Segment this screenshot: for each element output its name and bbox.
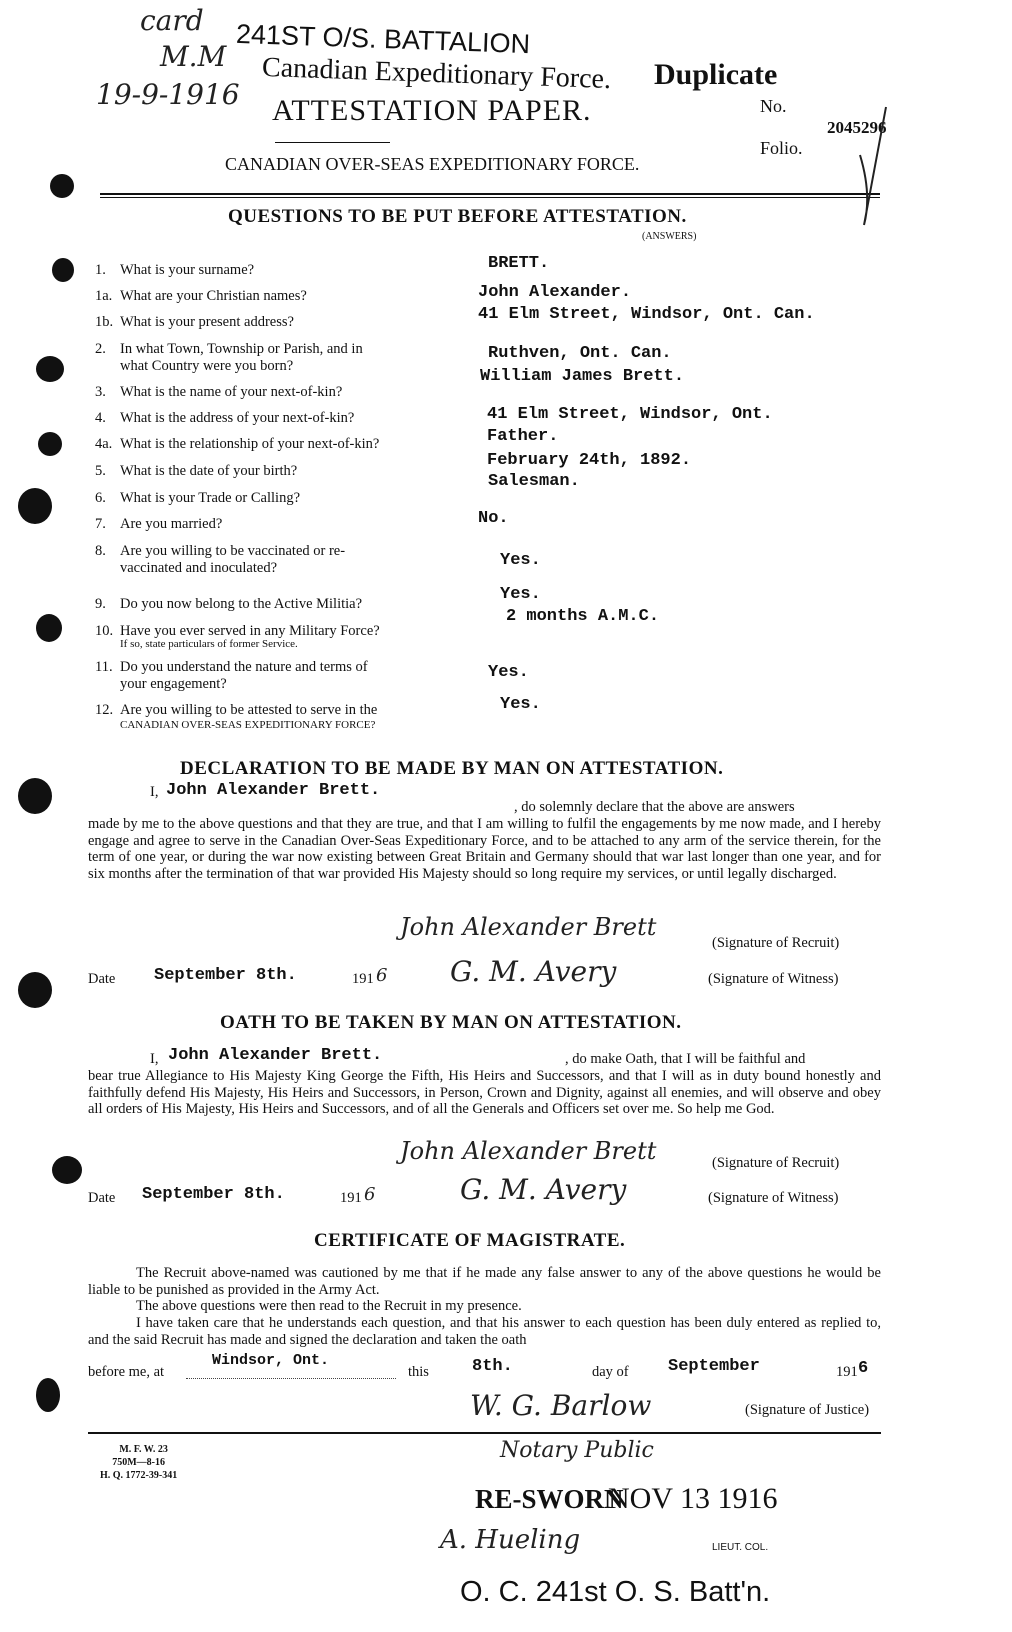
date-label: Date [88, 1190, 116, 1206]
officer-rank: LIEUT. COL. [712, 1542, 769, 1553]
question-text: vaccinated and inoculated? [120, 560, 278, 576]
question-number: 6. [95, 490, 106, 506]
place: Windsor, Ont. [212, 1352, 330, 1369]
form-code: 750M—8-16 [112, 1457, 165, 1468]
punch-hole [36, 1378, 60, 1412]
divider [100, 197, 880, 198]
question-text: If so, state particulars of former Service. [120, 638, 298, 650]
handwritten-note: 19-9-1916 [96, 78, 240, 111]
declaration-heading: DECLARATION TO BE MADE BY MAN ON ATTESTATION. [180, 758, 724, 779]
question-text: What is the date of your birth? [120, 463, 298, 479]
question-text: Are you married? [120, 516, 223, 532]
justice-signature-label: (Signature of Justice) [745, 1402, 870, 1418]
witness-signature: G. M. Avery [450, 955, 617, 988]
declaration-name: John Alexander Brett. [166, 781, 381, 800]
question-answer: Ruthven, Ont. Can. [488, 344, 672, 363]
witness-signature-label: (Signature of Witness) [708, 971, 839, 987]
form-code: H. Q. 1772-39-341 [100, 1470, 178, 1481]
question-answer: BRETT. [488, 254, 550, 273]
question-answer: William James Brett. [480, 367, 685, 386]
before-me-label: before me, at [88, 1364, 165, 1380]
resworn-date: NOV 13 1916 [608, 1482, 778, 1515]
question-number: 3. [95, 384, 106, 400]
question-text: CANADIAN OVER-SEAS EXPEDITIONARY FORCE? [120, 719, 376, 731]
question-number: 8. [95, 543, 106, 559]
certificate-paragraph: I have taken care that he understands each question, and that his answer to each question has been duly entered as replied to, and the said Recruit has made and signed the declaration and taken the oath [88, 1315, 881, 1348]
day: 8th. [472, 1357, 513, 1376]
oath-text-start: , do make Oath, that I will be faithful and [565, 1051, 806, 1067]
punch-hole [18, 778, 52, 814]
check-mark [850, 105, 890, 235]
question-number: 1a. [95, 288, 113, 304]
punch-hole [36, 356, 64, 382]
answers-label: (ANSWERS) [642, 231, 697, 242]
question-answer: Yes. [500, 695, 541, 714]
form-code: M. F. W. 23 [119, 1444, 168, 1455]
year-prefix: 191 [340, 1190, 362, 1206]
question-text: What is your present address? [120, 314, 294, 330]
punch-hole [36, 614, 62, 642]
notary-note: Notary Public [500, 1438, 654, 1463]
question-answer: No. [478, 509, 509, 528]
officer-signature: A. Hueling [440, 1525, 581, 1555]
resworn-stamp: RE-SWORN [475, 1484, 624, 1514]
question-answer: Yes. [500, 551, 541, 570]
punch-hole [18, 488, 52, 524]
officer-unit: O. C. 241st O. S. Batt'n. [460, 1576, 771, 1608]
question-text: What is the address of your next-of-kin? [120, 410, 355, 426]
question-number: 1. [95, 262, 106, 278]
punch-hole [18, 972, 52, 1008]
witness-signature: G. M. Avery [460, 1173, 627, 1206]
question-text: what Country were you born? [120, 358, 294, 374]
handwritten-note: M.M [160, 40, 227, 73]
question-answer: Father. [487, 427, 559, 446]
declaration-text-start: , do solemnly declare that the above are answers [514, 799, 795, 815]
divider [100, 193, 880, 195]
certificate-paragraph: The above questions were then read to the Recruit in my presence. [136, 1298, 522, 1314]
question-answer: Yes. [488, 663, 529, 682]
year-suffix: 6 [364, 1184, 376, 1205]
subtitle: CANADIAN OVER-SEAS EXPEDITIONARY FORCE. [225, 154, 640, 174]
question-text: What is the name of your next-of-kin? [120, 384, 343, 400]
dotted-line [186, 1378, 396, 1379]
question-number: 11. [95, 659, 113, 675]
question-text: In what Town, Township or Parish, and in [120, 341, 363, 357]
year-prefix: 191 [352, 971, 374, 987]
oath-i: I, [150, 1051, 159, 1067]
declaration-i: I, [150, 784, 159, 800]
question-text: What is your Trade or Calling? [120, 490, 301, 506]
this-label: this [408, 1364, 429, 1380]
question-number: 7. [95, 516, 106, 532]
question-number: 4. [95, 410, 106, 426]
day-of-label: day of [592, 1364, 629, 1380]
handwritten-note: card [140, 4, 204, 37]
recruit-signature: John Alexander Brett [400, 1137, 657, 1165]
question-text: What is your surname? [120, 262, 255, 278]
question-answer: 2 months A.M.C. [506, 607, 660, 626]
punch-hole [50, 174, 74, 198]
declaration-text: made by me to the above questions and that they are true, and that I am willing to fulfil the engagements by me now made, and I hereby engage and agree to serve in the Canadian Over-Seas Expeditionary Force, and to be attached to any arm of the service therein, for the term of one year, or during the war now existing between Great Britain and Germany should that war last longer than one year, and for six months after the termination of that war provided His Majesty should so long require my services, or until legally discharged. [88, 816, 881, 882]
divider [275, 142, 390, 143]
question-text: Do you understand the nature and terms of [120, 659, 368, 675]
oath-date: September 8th. [142, 1185, 285, 1204]
question-number: 10. [95, 623, 114, 639]
oath-heading: OATH TO BE TAKEN BY MAN ON ATTESTATION. [220, 1012, 682, 1033]
question-number: 5. [95, 463, 106, 479]
month: September [668, 1357, 760, 1376]
folio-label: Folio. [760, 138, 803, 158]
regimental-number: 2045296 [827, 118, 887, 137]
justice-signature: W. G. Barlow [470, 1389, 652, 1422]
no-label: No. [760, 96, 787, 116]
question-text: your engagement? [120, 676, 227, 692]
question-number: 1b. [95, 314, 114, 330]
question-answer: 41 Elm Street, Windsor, Ont. [487, 405, 773, 424]
date-label: Date [88, 971, 116, 987]
divider [88, 1432, 881, 1434]
questions-heading: QUESTIONS TO BE PUT BEFORE ATTESTATION. [228, 206, 687, 227]
recruit-signature: John Alexander Brett [400, 913, 657, 941]
question-text: Do you now belong to the Active Militia? [120, 596, 363, 612]
punch-hole [38, 432, 62, 456]
question-text: Have you ever served in any Military Force? [120, 623, 380, 639]
certificate-heading: CERTIFICATE OF MAGISTRATE. [314, 1230, 626, 1251]
witness-signature-label: (Signature of Witness) [708, 1190, 839, 1206]
force-stamp: Canadian Expeditionary Force. [261, 51, 612, 96]
recruit-signature-label: (Signature of Recruit) [712, 1155, 840, 1171]
punch-hole [52, 1156, 82, 1184]
question-number: 9. [95, 596, 106, 612]
question-number: 12. [95, 702, 114, 718]
year-suffix: 6 [858, 1359, 869, 1378]
question-number: 2. [95, 341, 106, 357]
oath-name: John Alexander Brett. [168, 1046, 383, 1065]
certificate-paragraph: The Recruit above-named was cautioned by me that if he made any false answer to any of the above questions he would be liable to be punished as provided in the Army Act. [88, 1265, 881, 1298]
year-prefix: 191 [836, 1364, 858, 1380]
battalion-stamp: 241ST O/S. BATTALION [235, 18, 531, 60]
recruit-signature-label: (Signature of Recruit) [712, 935, 840, 951]
document-title: ATTESTATION PAPER. [272, 94, 592, 127]
oath-text: bear true Allegiance to His Majesty King George the Fifth, His Heirs and Successors, and that I will as in duty bound honestly and faithfully defend His Majesty, His Heirs and Successors, in Person, Crown and Dignity, against all enemies, and will observe and obey all orders of His Majesty, His Heirs and Successors, and of all the Generals and Officers set over me. So help me God. [88, 1068, 881, 1117]
form-codes [100, 1443, 177, 1482]
punch-hole [52, 258, 74, 282]
declaration-date: September 8th. [154, 966, 297, 985]
question-number: 4a. [95, 436, 113, 452]
question-answer: Salesman. [488, 472, 580, 491]
year-suffix: 6 [376, 965, 388, 986]
question-text: Are you willing to be attested to serve in the [120, 702, 378, 718]
duplicate-label: Duplicate [654, 58, 778, 91]
question-answer: Yes. [500, 585, 541, 604]
question-answer: February 24th, 1892. [487, 451, 692, 470]
question-text: What is the relationship of your next-of-kin? [120, 436, 380, 452]
question-answer: 41 Elm Street, Windsor, Ont. Can. [478, 305, 815, 324]
question-answer: John Alexander. [478, 283, 632, 302]
question-text: What are your Christian names? [120, 288, 307, 304]
question-text: Are you willing to be vaccinated or re- [120, 543, 346, 559]
